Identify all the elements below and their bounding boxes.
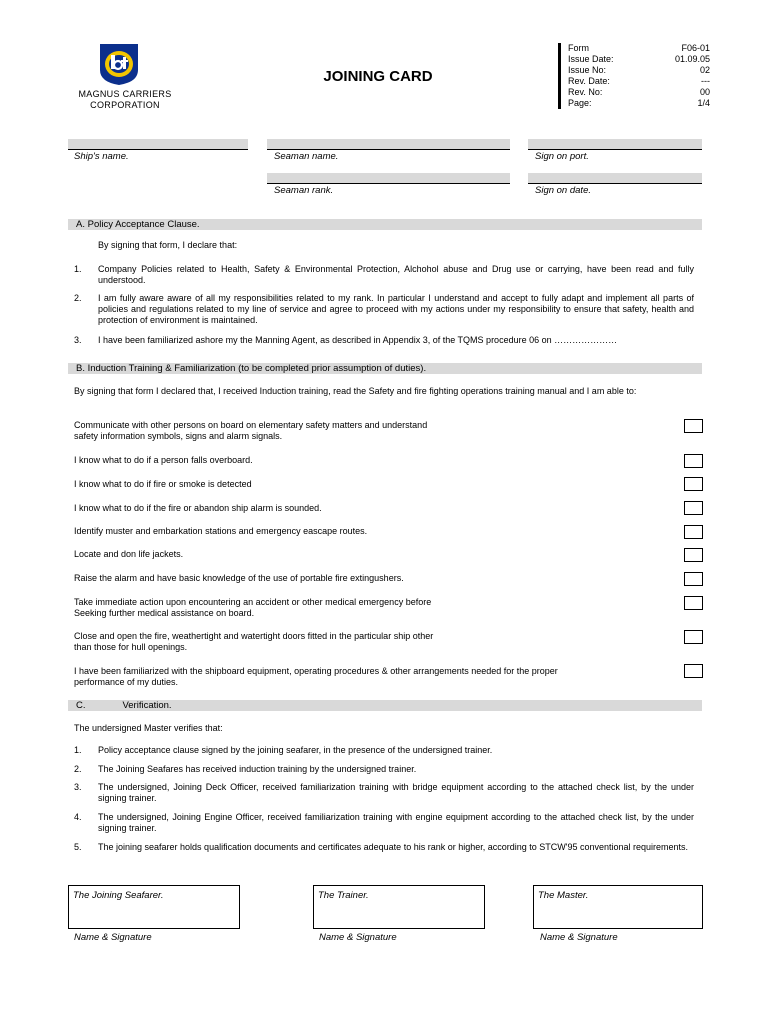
verification-item (74, 842, 694, 853)
signature-caption: Name & Signature (74, 932, 152, 943)
item-number: 3. (74, 335, 82, 345)
training-item (74, 666, 660, 688)
meta-label: Rev. No: (568, 87, 603, 97)
item-number: 5. (74, 842, 82, 852)
signature-box-title: The Master. (538, 890, 589, 901)
signature-box-title: The Trainer. (318, 890, 369, 901)
training-checkbox[interactable] (684, 477, 703, 491)
seaman-name-label: Seaman name. (274, 151, 339, 162)
item-text: Policy acceptance clause signed by the joining seafarer, in the presence of the undersigned trainer. (98, 745, 493, 755)
meta-label: Issue Date: (568, 54, 614, 64)
seaman-name-field[interactable] (267, 139, 510, 150)
sign-on-port-label: Sign on port. (535, 151, 589, 162)
section-b-intro: By signing that form I declared that, I received Induction training, read the Safety and fire fighting operations training manual and I am able to: (74, 386, 637, 396)
training-checkbox[interactable] (684, 548, 703, 562)
item-number: 2. (74, 293, 82, 303)
meta-label: Rev. Date: (568, 76, 610, 86)
training-checkbox[interactable] (684, 630, 703, 644)
sign-on-date-label: Sign on date. (535, 185, 591, 196)
item-text: The undersigned, Joining Deck Officer, received familiarization training with bridge equipment according to the attached check list, by the under signing trainer. (98, 782, 694, 803)
training-checkbox[interactable] (684, 454, 703, 468)
seafarer-signature-box[interactable] (68, 885, 240, 929)
training-item (74, 420, 674, 442)
policy-item (74, 335, 694, 346)
verification-item (74, 764, 694, 775)
training-checkbox[interactable] (684, 419, 703, 433)
ship-name-field[interactable] (68, 139, 248, 150)
training-item-line1: Close and open the fire, weathertight and watertight doors fitted in the particular ship other (74, 631, 434, 641)
sign-on-port-field[interactable] (528, 139, 702, 150)
training-item (74, 549, 674, 560)
training-item-line1: I know what to do if fire or smoke is detected (74, 479, 252, 489)
meta-label: Form (568, 43, 589, 53)
training-item (74, 455, 674, 466)
training-item-line1: Communicate with other persons on board on elementary safety matters and understand (74, 420, 428, 430)
training-item-line1: I have been familiarized with the shipboard equipment, operating procedures & other arrangements needed for the proper (74, 666, 558, 676)
verification-item (74, 745, 694, 756)
section-c-heading (68, 700, 702, 711)
company-logo (98, 42, 140, 86)
sign-on-date-field[interactable] (528, 173, 702, 184)
item-text: The joining seafarer holds qualification documents and certificates adequate to his rank or higher, according to STCW'95 conventional requirements. (98, 842, 689, 852)
meta-row (568, 65, 710, 76)
meta-value: 00 (699, 87, 710, 97)
training-checkbox[interactable] (684, 664, 703, 678)
training-item-line1: Take immediate action upon encountering an accident or other medical emergency before (74, 597, 432, 607)
seaman-rank-field[interactable] (267, 173, 510, 184)
training-item (74, 503, 674, 514)
meta-value: 1/4 (697, 98, 710, 108)
item-text: I have been familiarized ashore my the Manning Agent, as described in Appendix 3, of the TQMS procedure 06 on ………………… (98, 335, 618, 345)
training-checkbox[interactable] (684, 596, 703, 610)
meta-value: 02 (699, 65, 710, 75)
meta-value: --- (701, 76, 710, 86)
training-item (74, 573, 674, 584)
signature-caption: Name & Signature (540, 932, 618, 943)
item-number: 3. (74, 782, 82, 792)
item-number: 1. (74, 264, 82, 274)
seaman-rank-label: Seaman rank. (274, 185, 334, 196)
item-number: 1. (74, 745, 82, 755)
form-meta-block (558, 43, 710, 109)
training-checkbox[interactable] (684, 501, 703, 515)
item-text: The Joining Seafares has received induction training by the undersigned trainer. (98, 764, 417, 774)
training-item (74, 479, 674, 490)
meta-value: 01.09.05 (674, 54, 710, 64)
item-number: 2. (74, 764, 82, 774)
training-item-line1: Locate and don life jackets. (74, 549, 184, 559)
training-item (74, 597, 674, 619)
item-text: Company Policies related to Health, Safety & Environmental Protection, Alchohol abuse and Drug use or carrying, have been read and fully understood. (98, 264, 694, 285)
training-item-line2: Seeking further medical assistance on board. (74, 608, 255, 618)
meta-row (568, 87, 710, 98)
training-item-line2: performance of my duties. (74, 677, 179, 687)
meta-row (568, 54, 710, 65)
section-a-heading-text: A. Policy Acceptance Clause. (76, 219, 200, 230)
ship-name-label: Ship's name. (74, 151, 129, 162)
signature-caption: Name & Signature (319, 932, 397, 943)
training-item-line2: safety information symbols, signs and alarm signals. (74, 431, 283, 441)
meta-value: F06-01 (681, 43, 710, 53)
policy-item (74, 264, 694, 286)
policy-item (74, 293, 694, 326)
company-line-1: MAGNUS CARRIERS (78, 89, 172, 99)
section-b-heading-text: B. Induction Training & Familiarization (to be completed prior assumption of duties). (76, 363, 427, 374)
master-signature-box[interactable] (533, 885, 703, 929)
section-c-intro: The undersigned Master verifies that: (74, 723, 223, 733)
meta-label: Issue No: (568, 65, 607, 75)
training-item (74, 526, 674, 537)
training-item-line1: Raise the alarm and have basic knowledge of the use of portable fire extingushers. (74, 573, 404, 583)
training-checkbox[interactable] (684, 572, 703, 586)
training-checkbox[interactable] (684, 525, 703, 539)
item-text: The undersigned, Joining Engine Officer, received familiarization training with engine equipment according to the attached check list, by the under signing trainer. (98, 812, 694, 833)
meta-row (568, 98, 710, 109)
section-a-heading (68, 219, 702, 230)
meta-row (568, 43, 710, 54)
item-number: 4. (74, 812, 82, 822)
section-b-heading (68, 363, 702, 374)
trainer-signature-box[interactable] (313, 885, 485, 929)
section-c-heading-text: C. Verification. (76, 700, 172, 711)
company-line-2: CORPORATION (90, 100, 160, 110)
meta-row (568, 76, 710, 87)
section-a-intro: By signing that form, I declare that: (98, 240, 238, 250)
item-text: I am fully aware aware of all my responsibilities related to my rank. In particular I understand and accept to fully adapt and implement all parts of policies and regulations related to my line of service and agree to proceed with my actions under my responsibility to ensure that safety, health and protection of environment is maintained. (98, 293, 694, 325)
verification-item (74, 812, 694, 834)
training-item-line1: I know what to do if a person falls overboard. (74, 455, 253, 465)
training-item-line1: I know what to do if the fire or abandon ship alarm is sounded. (74, 503, 322, 513)
document-title: JOINING CARD (323, 68, 433, 85)
training-item-line1: Identify muster and embarkation stations and emergency eascape routes. (74, 526, 368, 536)
meta-label: Page: (568, 98, 592, 108)
company-name (70, 89, 180, 111)
training-item (74, 631, 674, 653)
signature-box-title: The Joining Seafarer. (73, 890, 164, 901)
training-item-line2: than those for hull openings. (74, 642, 188, 652)
verification-item (74, 782, 694, 804)
